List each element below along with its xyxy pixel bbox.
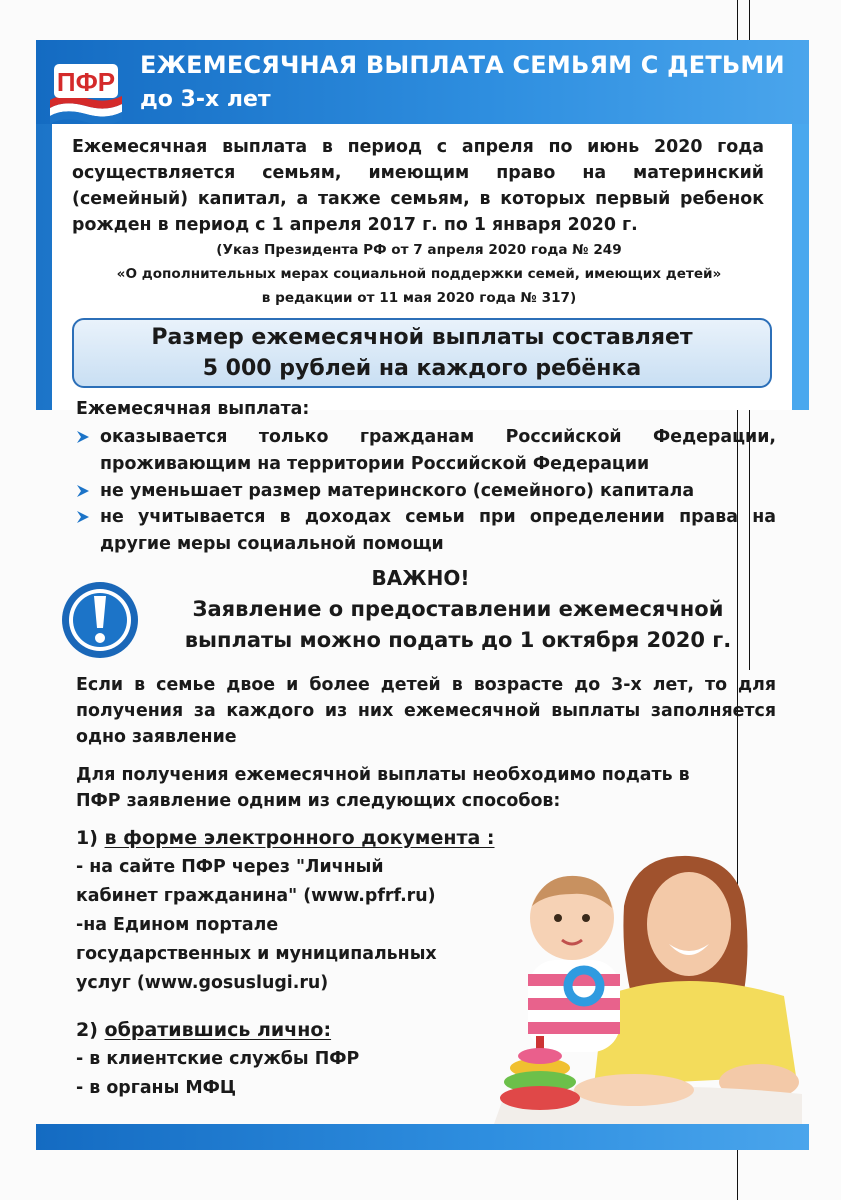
method-line: - на сайте ПФР через "Личный [76, 857, 384, 877]
header-subtitle: до 3-х лет [140, 87, 271, 112]
logo-text: ПФР [56, 67, 116, 97]
chevron-right-icon [76, 484, 90, 498]
method-line: государственных и муниципальных [76, 944, 437, 964]
benefit-text: не учитывается в доходах семьи при определении права на другие меры социальной помощи [100, 507, 776, 554]
benefit-item [76, 478, 776, 505]
submit-intro-line: ПФР заявление одним из следующих способов: [76, 791, 561, 811]
method-electronic [76, 824, 536, 998]
benefit-text: не уменьшает размер материнского (семейного) капитала [100, 481, 695, 501]
intro-text: Ежемесячная выплата в период с апреля по июнь 2020 года осуществляется семьям, имеющим право на материнский (семейный) капитал, а также семьям, в которых первый ребенок рожден в период с 1 апреля 2017 г. по 1 января 2020 г. [72, 137, 764, 235]
exclamation-icon [60, 580, 140, 660]
header-title: ЕЖЕМЕСЯЧНАЯ ВЫПЛАТА СЕМЬЯМ С ДЕТЬМИ [140, 51, 785, 79]
method-heading [76, 824, 536, 853]
method-line: - в клиентские службы ПФР [76, 1049, 360, 1069]
decree-line: (Указ Президента РФ от 7 апреля 2020 года № 249 [216, 242, 622, 258]
important-line: Заявление о предоставлении ежемесячной [192, 597, 724, 621]
benefits-title: Ежемесячная выплата: [76, 399, 310, 419]
method-heading [76, 1016, 536, 1045]
mother-child-photo [484, 846, 804, 1124]
benefit-text: оказывается только гражданам Российской Федерации, проживающим на территории Российской Федерации [100, 427, 776, 474]
important-heading: ВАЖНО! [371, 566, 470, 590]
amount-box [72, 318, 772, 388]
method-line: услуг (www.gosuslugi.ru) [76, 973, 329, 993]
family-note: Если в семье двое и более детей в возрасте до 3-х лет, то для получения за каждого из них ежемесячной выплаты заполняется одно заявление [76, 675, 776, 747]
chevron-right-icon [76, 430, 90, 444]
decree-line: «О дополнительных мерах социальной поддержки семей, имеющих детей» [116, 266, 722, 282]
decree-reference [62, 238, 776, 310]
pfr-logo [46, 56, 126, 124]
amount-line: Размер ежемесячной выплаты составляет [151, 325, 693, 350]
method-in-person [76, 1016, 536, 1103]
method-number: 2) [76, 1019, 98, 1041]
method-line: - в органы МФЦ [76, 1078, 237, 1098]
footer-bar [36, 1124, 809, 1150]
important-text [148, 594, 768, 656]
submit-intro-line: Для получения ежемесячной выплаты необходимо подать в [76, 765, 690, 785]
benefit-item [76, 504, 776, 558]
method-title: в форме электронного документа : [104, 827, 495, 849]
method-line: -на Едином портале [76, 915, 279, 935]
benefit-item [76, 424, 776, 478]
amount-value: 5 000 рублей на каждого ребёнка [202, 356, 642, 381]
method-title: обратившись лично: [104, 1019, 332, 1041]
important-line: выплаты можно подать до 1 октября 2020 г. [184, 628, 732, 652]
decree-line: в редакции от 11 мая 2020 года № 317) [261, 290, 577, 306]
chevron-right-icon [76, 510, 90, 524]
method-line: кабинет гражданина" (www.pfrf.ru) [76, 886, 436, 906]
method-number: 1) [76, 827, 98, 849]
submit-intro [76, 762, 776, 814]
